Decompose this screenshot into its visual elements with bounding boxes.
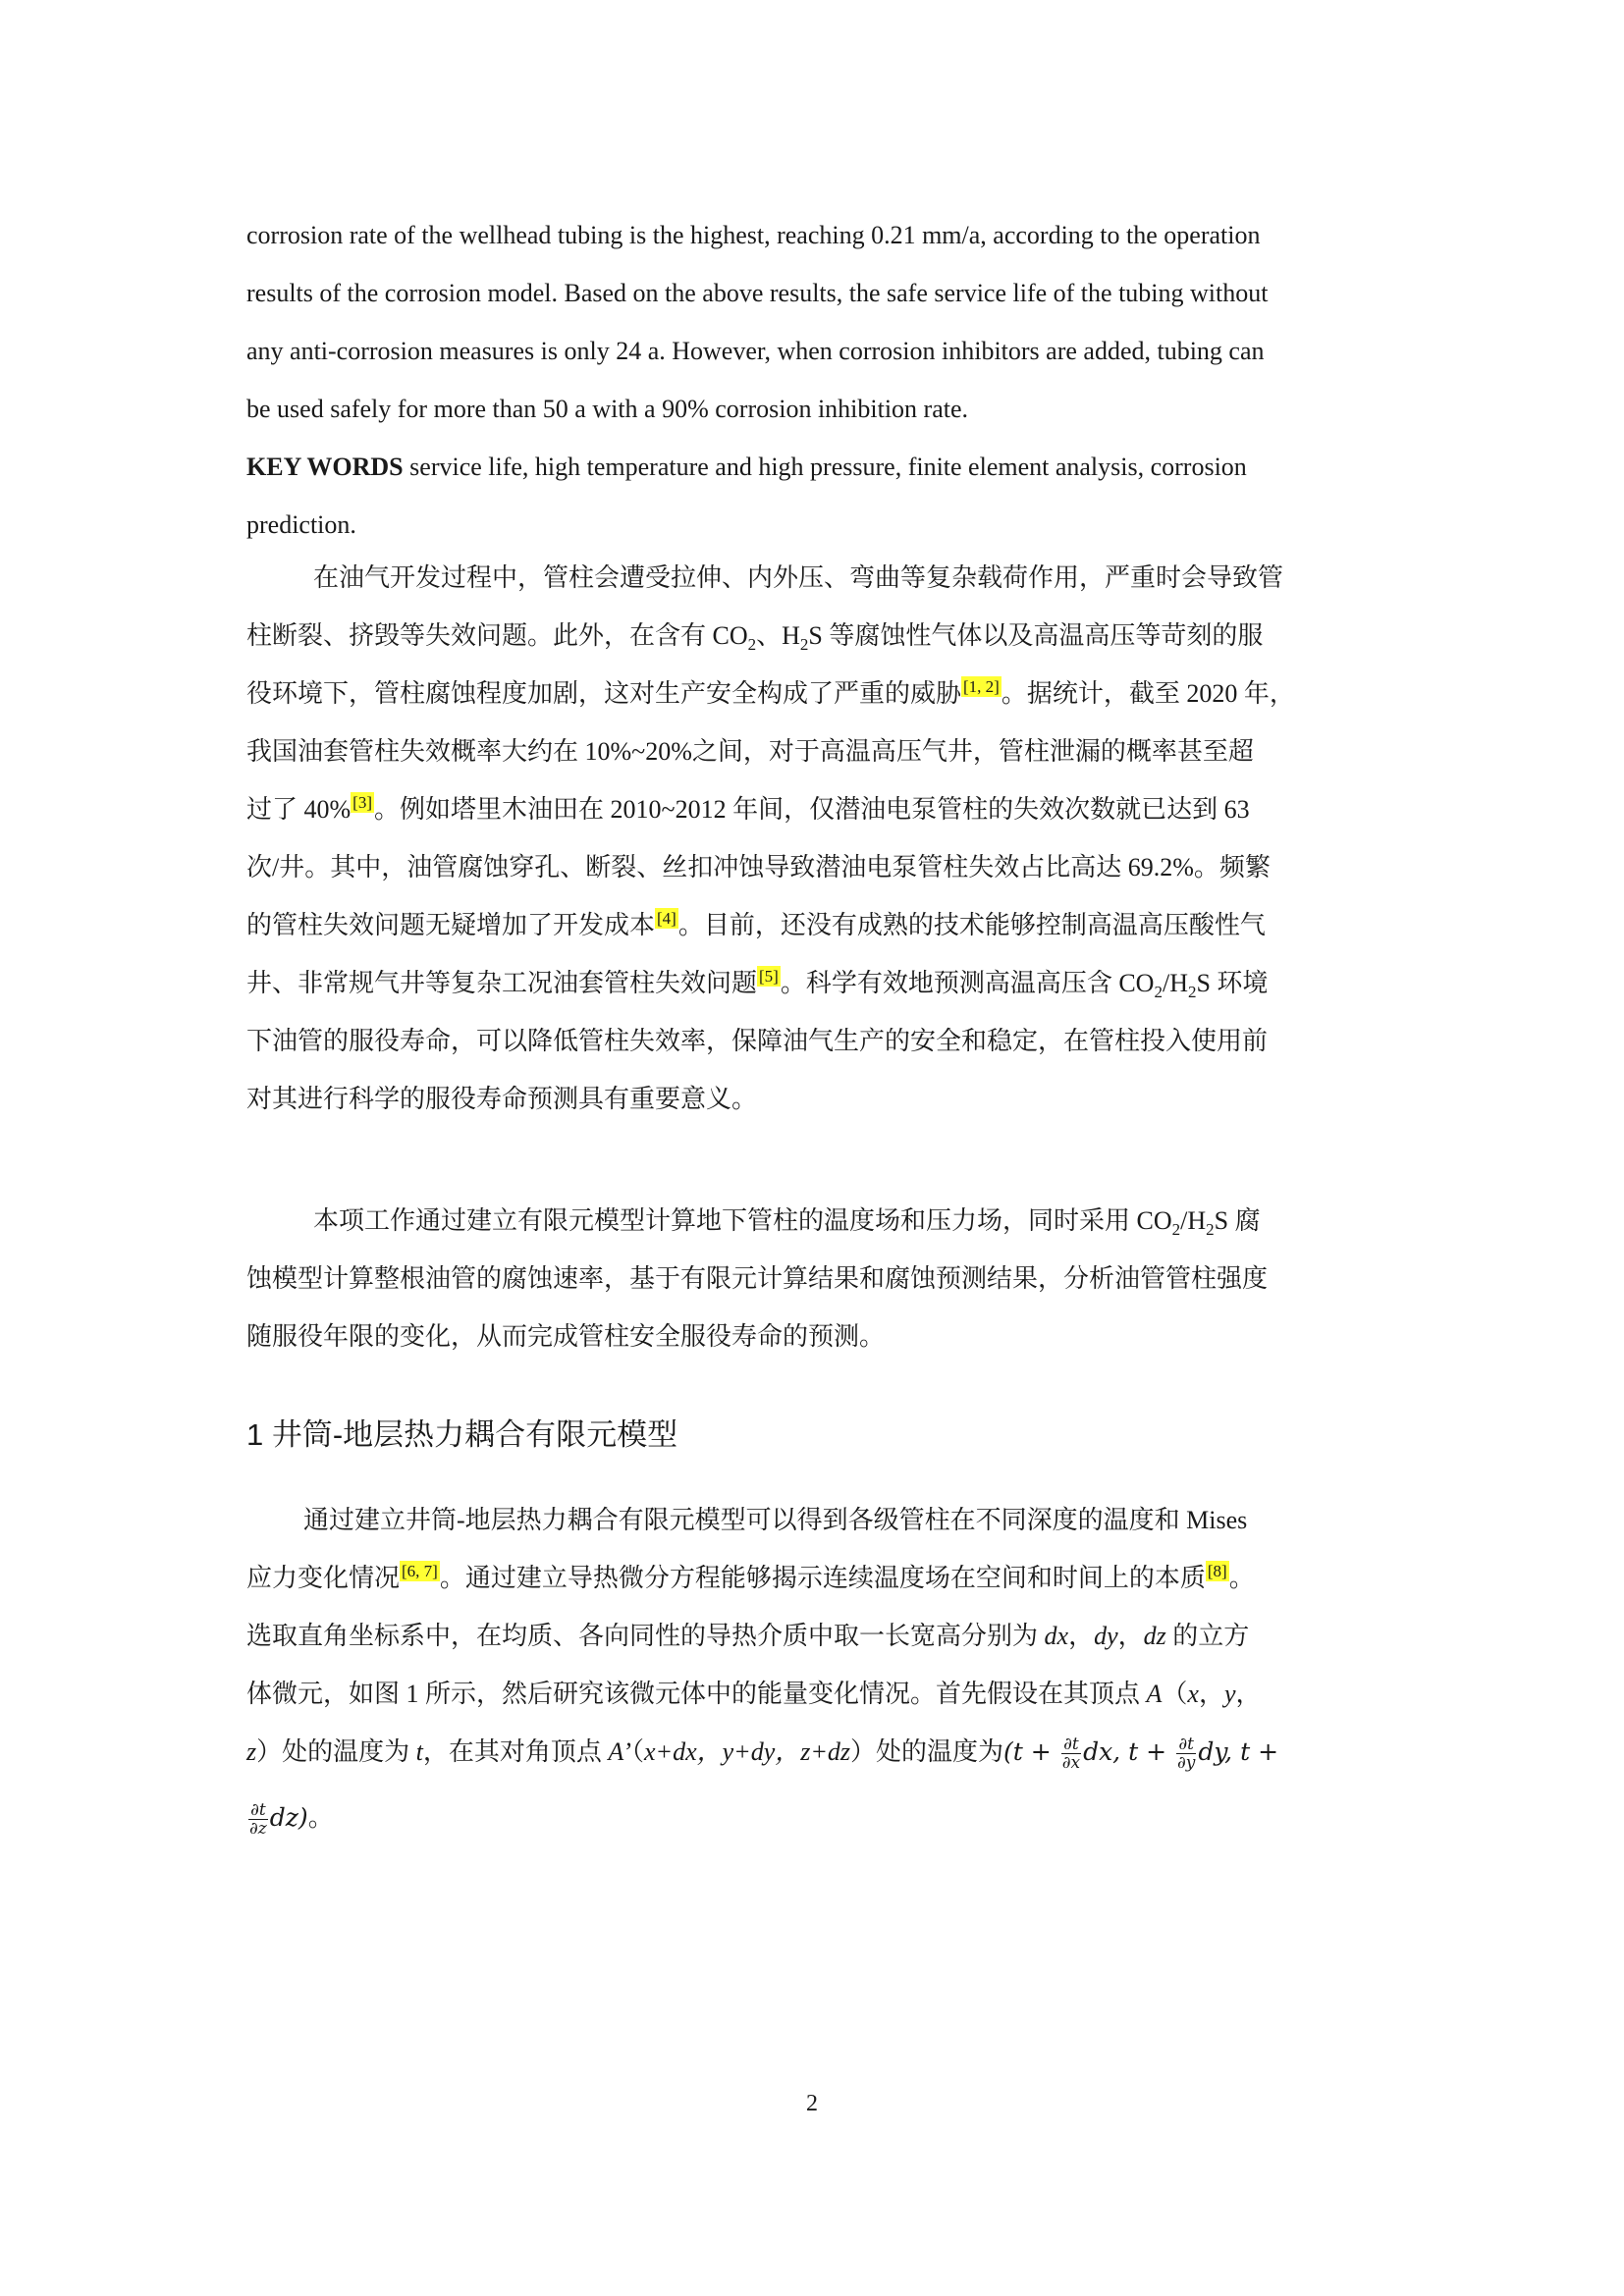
paragraph-line: 选取直角坐标系中，在均质、各向同性的导热介质中取一长宽高分别为 dx，dy，dz 的立方 — [246, 1622, 1250, 1650]
abstract-line: results of the corrosion model. Based on the above results, the safe service life of the tubing without — [246, 279, 1269, 307]
section-heading: 1 井筒-地层热力耦合有限元模型 — [246, 1417, 678, 1452]
paragraph-line: 蚀模型计算整根油管的腐蚀速率，基于有限元计算结果和腐蚀预测结果，分析油管管柱强度 — [246, 1264, 1269, 1293]
keywords-line: prediction. — [246, 510, 356, 539]
paragraph-line: z）处的温度为 t，在其对角顶点 A’（x+dx，y+dy，z+dz）处的温度为(t + $\frac{\partial t}{\partial x}$ dx, t + $\frac{\partial t}{\partial y}$ dy, t + — [246, 1735, 1279, 1773]
paragraph-line: 随服役年限的变化，从而完成管柱安全服役寿命的预测。 — [246, 1322, 886, 1351]
paragraph-line: 通过建立井筒-地层热力耦合有限元模型可以得到各级管柱在不同深度的温度和 Mises — [303, 1506, 1248, 1534]
citation[interactable]: [8] — [1207, 1562, 1227, 1581]
paragraph-line: 对其进行科学的服役寿命预测具有重要意义。 — [246, 1085, 758, 1113]
paragraph-line: 我国油套管柱失效概率大约在 10%~20%之间，对于高温高压气井，管柱泄漏的概率甚至超 — [246, 737, 1254, 766]
paragraph-line: 井、非常规气井等复杂工况油套管柱失效问题 [5]。科学有效地预测高温高压含 $CO_2/H_2S$ 环境 — [246, 967, 1269, 1001]
page-number: 2 — [806, 2091, 818, 2116]
citation[interactable]: [6, 7] — [402, 1562, 438, 1581]
paragraph-line: 过了 40% [3]。例如塔里木油田在 2010~2012 年间，仅潜油电泵管柱的失效次数就已达到 63 — [246, 793, 1250, 824]
abstract-line: any anti-corrosion measures is only 24 a. However, when corrosion inhibitors are added, tubing can — [246, 337, 1265, 365]
paragraph-line: 应力变化情况 [6, 7]。通过建立导热微分方程能够揭示连续温度场在空间和时间上的本质 [8]。 — [246, 1562, 1255, 1592]
citation[interactable]: [3] — [352, 793, 372, 813]
citation[interactable]: [5] — [759, 967, 779, 987]
partial-derivative: $\frac{\partial t}{\partial z}$ — [249, 1800, 267, 1839]
paragraph-line: 本项工作通过建立有限元模型计算地下管柱的温度场和压力场，同时采用 $CO_2/H_2S$ 腐 — [313, 1206, 1261, 1239]
paragraph-line: 下油管的服役寿命，可以降低管柱失效率，保障油气生产的安全和稳定，在管柱投入使用前 — [246, 1027, 1269, 1055]
paragraph-line: 次/井。其中，油管腐蚀穿孔、断裂、丝扣冲蚀导致潜油电泵管柱失效占比高达 69.2%。频繁 — [246, 853, 1271, 881]
citation[interactable]: [4] — [657, 909, 677, 929]
citation[interactable]: [1, 2] — [963, 677, 1000, 697]
keywords-text: service life, high temperature and high pressure, finite element analysis, corrosion — [403, 453, 1247, 481]
paragraph-line: $\frac{\partial t}{\partial z}$ dz)。 — [246, 1798, 334, 1853]
keywords-label: KEY WORDS — [246, 453, 404, 481]
keywords-line — [246, 448, 1385, 487]
paragraph-line: 的管柱失效问题无疑增加了开发成本 [4]。目前，还没有成熟的技术能够控制高温高压酸性气 — [246, 909, 1266, 939]
paragraph-line: 体微元，如图 1 所示，然后研究该微元体中的能量变化情况。首先假设在其顶点 A（x，y， — [246, 1680, 1262, 1708]
temperature-expression: (t + $\frac{\partial t}{\partial x}$ dx, t + $\frac{\partial t}{\partial y}$ dy, t + — [1003, 1735, 1279, 1773]
paragraph-line: 在油气开发过程中，管柱会遭受拉伸、内外压、弯曲等复杂载荷作用，严重时会导致管 — [313, 563, 1284, 592]
abstract-line: be used safely for more than 50 a with a 90% corrosion inhibition rate. — [246, 395, 969, 423]
partial-derivative: $\frac{\partial t}{\partial y}$ — [1176, 1735, 1196, 1773]
abstract-line: corrosion rate of the wellhead tubing is the highest, reaching 0.21 mm/a, according to the operation — [246, 221, 1261, 249]
partial-derivative: $\frac{\partial t}{\partial x}$ — [1061, 1735, 1081, 1773]
paragraph-line: 役环境下，管柱腐蚀程度加剧，这对生产安全构成了严重的威胁 [1, 2]。据统计，截至 2020 年， — [246, 677, 1295, 708]
paragraph-line: 柱断裂、挤毁等失效问题。此外，在含有 $CO_2$、$H_2S$ 等腐蚀性气体以及高温高压等苛刻的服 — [246, 621, 1264, 654]
temperature-expression: $\frac{\partial t}{\partial z}$ dz) — [249, 1800, 308, 1839]
